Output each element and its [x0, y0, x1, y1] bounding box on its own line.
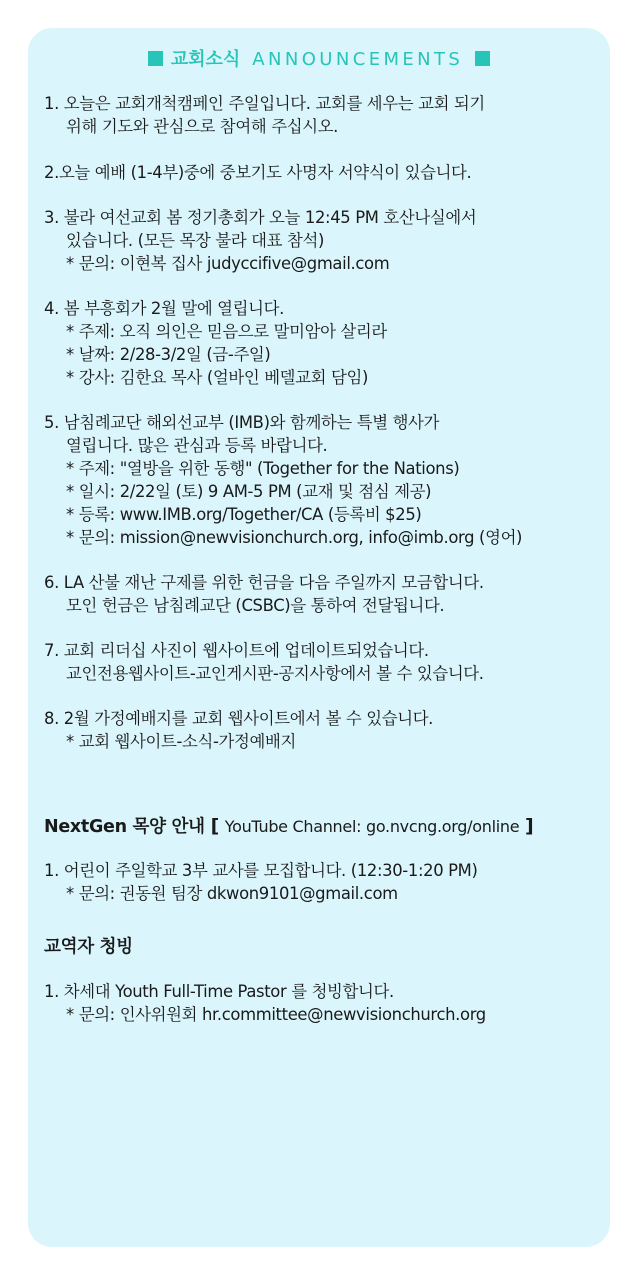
item-line: 5. 남침례교단 해외선교부 (IMB)와 함께하는 특별 행사가	[44, 413, 440, 432]
nextgen-item-1	[44, 859, 596, 905]
item-line: 4. 봄 부흥회가 2월 말에 열립니다.	[44, 299, 284, 318]
item-line: * 날짜: 2/28-3/2일 (금-주일)	[66, 345, 271, 364]
header-title-ko: 교회소식	[170, 49, 241, 70]
item-line: 7. 교회 리더십 사진이 웹사이트에 업데이트되었습니다.	[44, 641, 429, 660]
item-line: * 문의: 인사위원회 hr.committee@newvisionchurch.org	[66, 1005, 486, 1024]
bracket-open: [	[210, 815, 219, 837]
item-line: 1. 차세대 Youth Full-Time Pastor 를 청빙합니다.	[44, 982, 394, 1001]
item-line: 2.오늘 예배 (1-4부)중에 중보기도 사명자 서약식이 있습니다.	[44, 163, 472, 182]
item-line: * 교회 웹사이트-소식-가정예배지	[66, 732, 296, 751]
item-line: 1. 오늘은 교회개척캠페인 주일입니다. 교회를 세우는 교회 되기	[44, 94, 485, 113]
square-bullet-icon	[148, 51, 163, 66]
announcement-item-7	[44, 639, 596, 685]
header-title-en: ANNOUNCEMENTS	[252, 49, 464, 70]
nextgen-section	[44, 814, 596, 905]
staffing-section	[44, 935, 596, 1026]
announcement-item-3	[44, 206, 596, 275]
item-line: 3. 불라 여선교회 봄 정기총회가 오늘 12:45 PM 호산나실에서	[44, 208, 477, 227]
announcement-item-6	[44, 571, 596, 617]
bracket-close: ]	[525, 815, 534, 837]
announcement-item-4	[44, 297, 596, 389]
content	[44, 92, 596, 1026]
announcement-item-1	[44, 92, 596, 138]
item-line: 6. LA 산불 재난 구제를 위한 헌금을 다음 주일까지 모금합니다.	[44, 573, 484, 592]
announcement-item-2	[44, 161, 596, 184]
staffing-title: 교역자 청빙	[44, 937, 133, 957]
announcement-item-5	[44, 411, 596, 549]
item-line: * 주제: 오직 의인은 믿음으로 말미암아 살리라	[66, 322, 387, 341]
item-line: 있습니다. (모든 목장 불라 대표 참석)	[66, 231, 325, 250]
item-line: 위해 기도와 관심으로 참여해 주십시오.	[66, 117, 339, 136]
announcement-list	[44, 92, 596, 753]
square-bullet-icon	[475, 51, 490, 66]
item-line: 모인 헌금은 남침례교단 (CSBC)을 통하여 전달됩니다.	[66, 596, 445, 615]
nextgen-title-row	[44, 814, 596, 839]
item-line: * 강사: 김한요 목사 (얼바인 베델교회 담임)	[66, 368, 369, 387]
youtube-channel-link[interactable]: YouTube Channel: go.nvcng.org/online	[224, 817, 520, 836]
announcement-item-8	[44, 707, 596, 753]
item-line: * 주제: "열방을 위한 동행" (Together for the Nations)	[66, 459, 460, 478]
announcements-header	[28, 45, 610, 71]
item-line: * 등록: www.IMB.org/Together/CA (등록비 $25)	[66, 505, 422, 524]
item-line: * 문의: mission@newvisionchurch.org, info@imb.org (영어)	[66, 528, 523, 547]
item-line: 8. 2월 가정예배지를 교회 웹사이트에서 볼 수 있습니다.	[44, 709, 434, 728]
announcement-card	[28, 28, 610, 1247]
item-line: 열립니다. 많은 관심과 등록 바랍니다.	[66, 436, 328, 455]
staffing-item-1	[44, 980, 596, 1026]
nextgen-title: NextGen 목양 안내	[44, 817, 205, 837]
item-line: * 문의: 권동원 팀장 dkwon9101@gmail.com	[66, 884, 398, 903]
item-line: * 일시: 2/22일 (토) 9 AM-5 PM (교재 및 점심 제공)	[66, 482, 432, 501]
item-line: 교인전용웹사이트-교인게시판-공지사항에서 볼 수 있습니다.	[66, 664, 484, 683]
item-line: 1. 어린이 주일학교 3부 교사를 모집합니다. (12:30-1:20 PM)	[44, 861, 478, 880]
item-line: * 문의: 이현복 집사 judyccifive@gmail.com	[66, 254, 390, 273]
